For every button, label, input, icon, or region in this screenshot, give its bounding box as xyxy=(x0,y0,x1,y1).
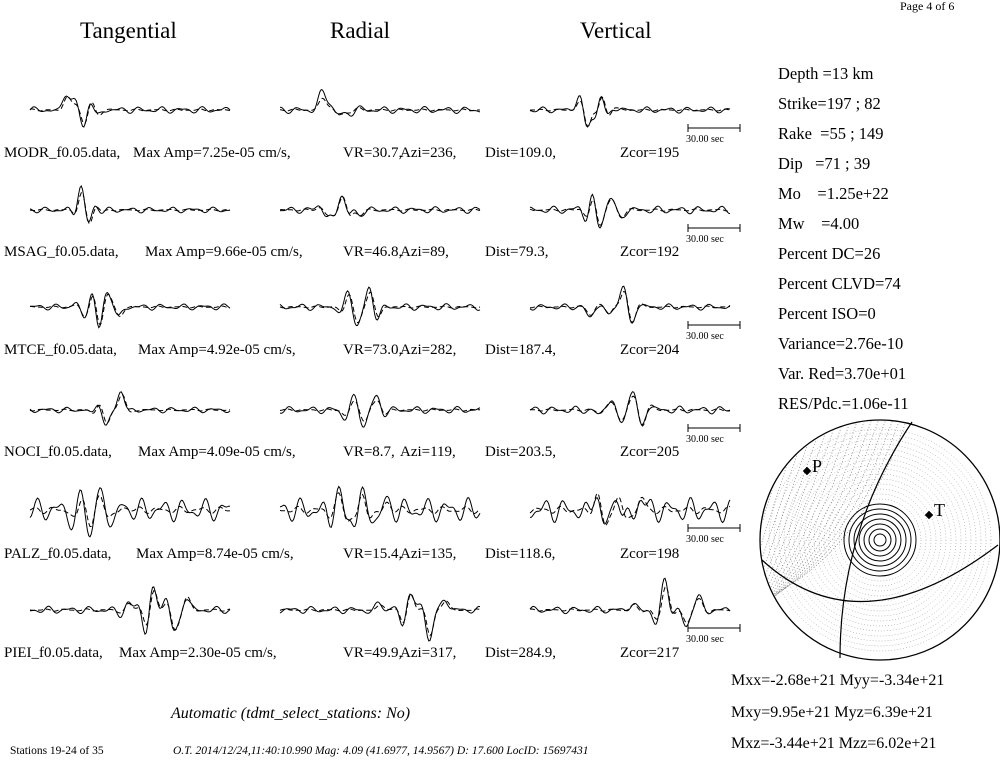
observed-trace xyxy=(280,487,480,528)
azimuth-label: Azi=236, xyxy=(400,145,457,161)
time-scale-label: 30.00 sec xyxy=(686,234,724,245)
footer-event-info: O.T. 2014/12/24,11:40:10.990 Mag: 4.09 (41.6977, 14.9567) D: 17.600 LocID: 15697431 xyxy=(173,745,589,757)
azimuth-label: Azi=282, xyxy=(400,342,457,358)
zcor-label: Zcor=205 xyxy=(620,444,680,460)
synthetic-trace xyxy=(280,292,480,322)
observed-trace xyxy=(530,96,730,127)
observed-trace xyxy=(30,96,230,127)
synthetic-trace xyxy=(280,401,480,422)
station-file-label: PIEI_f0.05.data, xyxy=(4,645,103,661)
observed-trace xyxy=(530,194,730,228)
footer-stations: Stations 19-24 of 35 xyxy=(10,745,104,757)
observed-trace xyxy=(280,394,480,427)
column-title-radial: Radial xyxy=(330,18,391,43)
station-file-label: MSAG_f0.05.data, xyxy=(4,244,119,260)
max-amp-label: Max Amp=8.74e-05 cm/s, xyxy=(136,546,294,562)
observed-trace xyxy=(30,186,230,222)
moment-tensor-line-1: Mxx=-2.68e+21 Myy=-3.34e+21 xyxy=(731,672,945,689)
synthetic-trace xyxy=(280,197,480,216)
observed-trace xyxy=(530,578,730,626)
synthetic-trace xyxy=(530,97,730,126)
param-line: Percent ISO=0 xyxy=(778,304,876,323)
max-amp-label: Max Amp=4.92e-05 cm/s, xyxy=(138,342,296,358)
azimuth-label: Azi=89, xyxy=(400,244,449,260)
synthetic-trace xyxy=(530,396,730,426)
max-amp-label: Max Amp=2.30e-05 cm/s, xyxy=(119,645,277,661)
zcor-label: Zcor=198 xyxy=(620,546,680,562)
time-scale-label: 30.00 sec xyxy=(686,434,724,445)
param-line: Depth =13 km xyxy=(778,64,874,83)
param-line: Rake =55 ; 149 xyxy=(778,124,884,143)
variance-reduction-label: VR=8.7, xyxy=(343,444,395,460)
param-line: Dip =71 ; 39 xyxy=(778,154,871,173)
zcor-label: Zcor=192 xyxy=(620,244,680,260)
time-scale-label: 30.00 sec xyxy=(686,534,724,545)
moment-tensor-line-2: Mxy=9.95e+21 Myz=6.39e+21 xyxy=(731,704,933,721)
distance-label: Dist=284.9, xyxy=(485,645,556,661)
time-scale-label: 30.00 sec xyxy=(686,331,724,342)
synthetic-trace xyxy=(30,193,230,224)
param-line: Variance=2.76e-10 xyxy=(778,334,904,353)
distance-label: Dist=203.5, xyxy=(485,444,556,460)
synthetic-trace xyxy=(30,294,230,325)
distance-label: Dist=187.4, xyxy=(485,342,556,358)
synthetic-trace xyxy=(30,591,230,630)
param-line: Strike=197 ; 82 xyxy=(778,94,881,113)
station-file-label: PALZ_f0.05.data, xyxy=(4,546,112,562)
variance-reduction-label: VR=49.9, xyxy=(343,645,403,661)
variance-reduction-label: VR=46.8, xyxy=(343,244,403,260)
param-line: Mo =1.25e+22 xyxy=(778,184,889,203)
param-line: Var. Red=3.70e+01 xyxy=(778,364,907,383)
compression-hatch xyxy=(701,410,735,688)
p-axis-label: P xyxy=(812,456,823,476)
station-file-label: MTCE_f0.05.data, xyxy=(4,342,117,358)
azimuth-label: Azi=135, xyxy=(400,546,457,562)
param-line: RES/Pdc.=1.06e-11 xyxy=(778,394,909,413)
distance-label: Dist=79.3, xyxy=(485,244,549,260)
distance-label: Dist=118.6, xyxy=(485,546,556,562)
zcor-label: Zcor=195 xyxy=(620,145,680,161)
param-line: Percent CLVD=74 xyxy=(778,274,901,293)
beachball-outline xyxy=(760,420,1000,660)
azimuth-label: Azi=317, xyxy=(400,645,457,661)
max-amp-label: Max Amp=7.25e-05 cm/s, xyxy=(133,145,291,161)
variance-reduction-label: VR=30.7, xyxy=(343,145,403,161)
variance-reduction-label: VR=15.4, xyxy=(343,546,403,562)
station-file-label: MODR_f0.05.data, xyxy=(4,145,121,161)
time-scale-label: 30.00 sec xyxy=(686,634,724,645)
column-title-tangential: Tangential xyxy=(80,18,177,43)
observed-trace xyxy=(30,392,230,425)
observed-trace xyxy=(30,293,230,328)
page-number: Page 4 of 6 xyxy=(900,0,955,13)
variance-reduction-label: VR=73.0, xyxy=(343,342,403,358)
t-axis-label: T xyxy=(934,500,945,520)
observed-trace xyxy=(530,498,730,524)
station-file-label: NOCI_f0.05.data, xyxy=(4,444,112,460)
param-line: Percent DC=26 xyxy=(778,244,881,263)
synthetic-trace xyxy=(280,594,480,636)
observed-trace xyxy=(280,196,480,216)
max-amp-label: Max Amp=4.09e-05 cm/s, xyxy=(138,444,296,460)
param-line: Mw =4.00 xyxy=(778,214,860,233)
zcor-label: Zcor=217 xyxy=(620,645,680,661)
distance-label: Dist=109.0, xyxy=(485,145,556,161)
moment-tensor-line-3: Mxz=-3.44e+21 Mzz=6.02e+21 xyxy=(731,735,937,752)
column-title-vertical: Vertical xyxy=(580,18,652,43)
synthetic-trace xyxy=(30,495,230,526)
observed-trace xyxy=(530,392,730,425)
synthetic-trace xyxy=(30,96,230,123)
azimuth-label: Azi=119, xyxy=(400,444,456,460)
observed-trace xyxy=(280,594,480,641)
observed-trace xyxy=(280,90,480,117)
observed-trace xyxy=(30,488,230,537)
observed-trace xyxy=(280,287,480,325)
zcor-label: Zcor=204 xyxy=(620,342,680,358)
synthetic-trace xyxy=(530,587,730,623)
synthetic-trace xyxy=(530,493,730,525)
max-amp-label: Max Amp=9.66e-05 cm/s, xyxy=(145,244,303,260)
automatic-note: Automatic (tdmt_select_stations: No) xyxy=(171,705,411,722)
time-scale-label: 30.00 sec xyxy=(686,134,724,145)
